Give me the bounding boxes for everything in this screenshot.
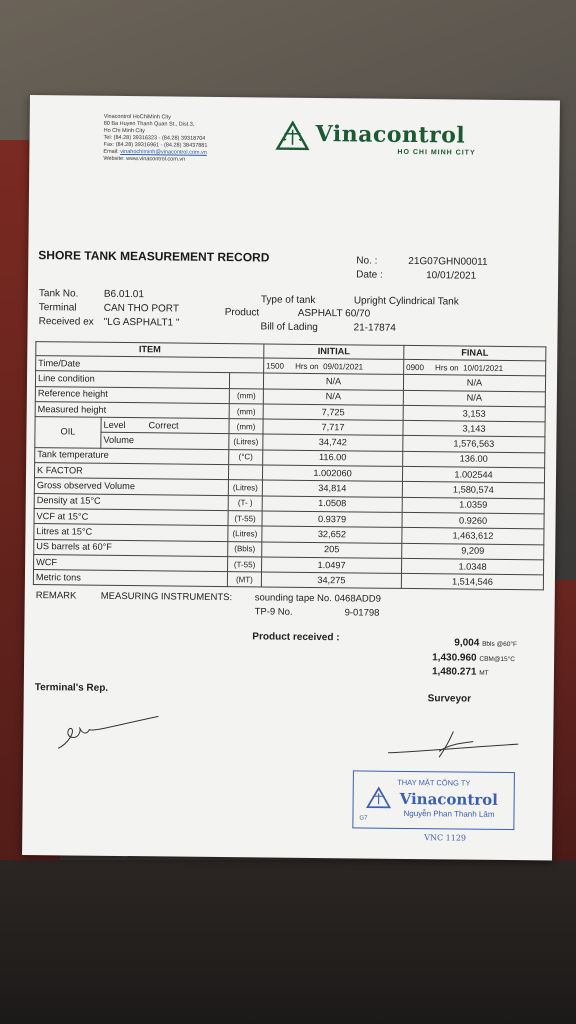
date-value: 10/01/2021 xyxy=(426,270,477,282)
address-line: Ho Chi Minh City xyxy=(103,127,145,135)
row-label: Metric tons xyxy=(33,570,227,587)
received-bbls-unit: Bbls @60°F xyxy=(482,640,517,649)
row-final: 1.0359 xyxy=(402,497,544,514)
row-final: N/A xyxy=(403,390,545,407)
email-label: Email: xyxy=(103,148,119,155)
row-initial: 1.002060 xyxy=(262,465,402,482)
row-unit: (mm) xyxy=(229,403,263,419)
bl-label: Bill of Lading xyxy=(260,321,318,334)
row-initial: 205 xyxy=(262,542,402,559)
received-cbm-unit: CBM@15°C xyxy=(479,655,516,664)
received-mt-unit: MT xyxy=(479,669,489,677)
background-floor xyxy=(0,860,576,1024)
address-line: Fax: (84.28) 39316961 - (84.28) 38437881 xyxy=(103,141,208,149)
instrument-tp9-value: 9-01798 xyxy=(344,607,380,619)
row-label: Reference height xyxy=(35,386,229,403)
initial-time-cell xyxy=(264,358,404,375)
row-initial: 0.9379 xyxy=(262,511,402,528)
row-final: 3,143 xyxy=(403,421,545,438)
row-final: 1,463,612 xyxy=(402,528,544,545)
row-initial: 7,725 xyxy=(263,404,403,421)
row-initial: N/A xyxy=(263,373,403,390)
row-unit: (Bbls) xyxy=(228,541,262,557)
terminal-signature-icon xyxy=(53,713,163,754)
row-unit xyxy=(228,465,262,481)
row-final: 136.00 xyxy=(403,451,545,468)
tank-type-label: Type of tank xyxy=(260,294,316,306)
row-final: 9,209 xyxy=(402,543,544,560)
row-label xyxy=(101,417,229,434)
received-cbm-value: 1,430.960 xyxy=(432,652,477,664)
document-title: SHORE TANK MEASUREMENT RECORD xyxy=(38,248,270,265)
row-final: 1.0348 xyxy=(402,558,544,575)
company-address xyxy=(103,114,207,164)
scales-logo-icon xyxy=(275,121,309,151)
final-time-cell xyxy=(404,359,546,376)
stamp-person: Nguyễn Phan Thanh Lâm xyxy=(403,808,495,819)
tank-type-value: Upright Cylindrical Tank xyxy=(353,295,459,308)
address-line: Vinacontrol HoChiMinh City xyxy=(103,113,171,121)
received-bbls xyxy=(454,637,517,649)
initial-date: 09/01/2021 xyxy=(323,361,364,372)
received-label: Received ex xyxy=(38,316,94,328)
row-label: Volume xyxy=(101,433,229,450)
row-label: Line condition xyxy=(35,371,229,388)
address-line: 80 Ba Huyen Thanh Quan St., Dist.3, xyxy=(103,120,195,128)
row-unit: (T-55) xyxy=(228,556,262,572)
row-final: 3,153 xyxy=(403,405,545,422)
row-label: WCF xyxy=(34,554,228,571)
company-stamp xyxy=(352,770,515,830)
row-label: K FACTOR xyxy=(34,463,228,480)
document-page xyxy=(22,95,560,861)
row-unit: (Litres) xyxy=(229,434,263,450)
product-label: Product xyxy=(224,307,260,319)
oil-label: OIL xyxy=(35,417,101,448)
remark-label: REMARK xyxy=(35,590,77,602)
row-label: Tank temperature xyxy=(35,447,229,464)
row-unit: (mm) xyxy=(229,388,263,404)
row-final: N/A xyxy=(403,375,545,392)
row-final: 0.9260 xyxy=(402,512,544,529)
row-unit: (°C) xyxy=(229,449,263,465)
stamp-line1: THAY MẶT CÔNG TY xyxy=(397,777,471,788)
surveyor-signature-icon xyxy=(383,723,523,764)
row-initial: 1.0497 xyxy=(262,557,402,574)
row-unit: (T- ) xyxy=(228,495,262,511)
stamp-scales-icon xyxy=(366,787,392,809)
stamp-name: Vinacontrol xyxy=(399,789,499,809)
product-received-label: Product received : xyxy=(252,631,340,644)
final-hrs: Hrs on xyxy=(435,362,459,373)
website-label: Website: xyxy=(103,155,125,162)
no-label: No. : xyxy=(356,255,378,267)
stamp-number: VNC 1129 xyxy=(424,833,467,843)
row-initial: 34,275 xyxy=(261,572,401,589)
header-final: FINAL xyxy=(404,345,546,360)
initial-hrs: Hrs on xyxy=(295,361,319,371)
website-link[interactable]: www.vinacontrol.com.vn xyxy=(126,156,186,163)
terminal-value: CAN THO PORT xyxy=(103,302,180,315)
received-value: "LG ASPHALT1 " xyxy=(103,316,180,329)
row-final: 1,514,546 xyxy=(401,574,543,591)
row-unit: (Litres) xyxy=(228,480,262,496)
tank-no-label: Tank No. xyxy=(38,288,79,300)
row-label: US barrels at 60°F xyxy=(34,539,228,556)
terminal-rep-label: Terminal's Rep. xyxy=(34,682,109,694)
logo-name: Vinacontrol xyxy=(315,120,466,149)
row-unit xyxy=(229,373,263,389)
row-label: Gross observed Volume xyxy=(34,478,228,495)
no-value: 21G07GHN00011 xyxy=(408,255,488,268)
terminal-label: Terminal xyxy=(38,302,77,314)
address-line: Tel: (84.28) 39316323 - (84.28) 39318704 xyxy=(103,134,206,142)
product-value: ASPHALT 60/70 xyxy=(297,307,371,320)
stamp-code: G7 xyxy=(359,815,368,822)
email-link[interactable]: vinahochiminh@vinacontrol.com.vn xyxy=(120,148,207,156)
surveyor-label: Surveyor xyxy=(427,693,472,705)
final-time: 0900 xyxy=(406,362,425,372)
row-unit: (MT) xyxy=(227,572,261,588)
row-initial: 7,717 xyxy=(263,419,403,436)
row-initial: 32,652 xyxy=(262,526,402,543)
row-unit: (mm) xyxy=(229,419,263,435)
row-initial: 34,742 xyxy=(263,434,403,451)
final-date: 10/01/2021 xyxy=(463,363,504,373)
row-label: Litres at 15°C xyxy=(34,524,228,541)
header-initial: INITIAL xyxy=(264,344,404,359)
row-initial: N/A xyxy=(263,389,403,406)
row-final: 1,576,563 xyxy=(403,436,545,453)
header-item: ITEM xyxy=(36,342,264,358)
row-label: VCF at 15°C xyxy=(34,509,228,526)
oil-correct-label: Correct xyxy=(148,420,179,431)
logo-subtitle: HO CHI MINH CITY xyxy=(397,148,476,157)
row-final: 1.002544 xyxy=(402,467,544,484)
instruments-label: MEASURING INSTRUMENTS: xyxy=(100,590,233,604)
received-mt-value: 1,480.271 xyxy=(431,666,477,678)
company-logo xyxy=(277,120,476,157)
tank-no-value: B6.01.01 xyxy=(103,288,145,301)
received-mt xyxy=(432,666,489,678)
date-label: Date : xyxy=(356,269,383,281)
measurement-table xyxy=(33,341,547,591)
row-initial: 34,814 xyxy=(262,480,402,497)
row-initial: 1.0508 xyxy=(262,496,402,513)
row-final: 1,580,574 xyxy=(402,482,544,499)
row-label: Time/Date xyxy=(36,356,264,374)
row-unit: (T-55) xyxy=(228,511,262,527)
row-label: Density at 15°C xyxy=(34,493,228,510)
row-label: Measured height xyxy=(35,401,229,418)
received-cbm xyxy=(432,652,515,664)
row-unit: (Litres) xyxy=(228,526,262,542)
instrument-tape: sounding tape No. 0468ADD9 xyxy=(254,592,382,605)
bl-value: 21-17874 xyxy=(353,322,396,334)
oil-level-label: Level xyxy=(103,419,126,430)
instrument-tp9-label: TP-9 No. xyxy=(254,606,293,618)
initial-time: 1500 xyxy=(266,361,285,371)
row-initial: 116.00 xyxy=(263,450,403,467)
received-bbls-value: 9,004 xyxy=(454,637,480,649)
